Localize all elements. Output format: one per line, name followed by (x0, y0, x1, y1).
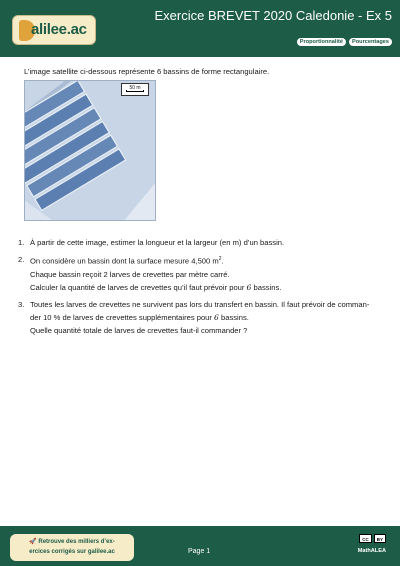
math-number: 6 (246, 282, 252, 292)
text-run: bassins. (251, 282, 282, 292)
text-run: On considère un bassin dont la surface mesure 4,500 m (30, 256, 219, 266)
topic-tags (297, 38, 392, 46)
satellite-drawing (25, 81, 156, 221)
scale-label: 50 m (129, 85, 141, 91)
exercise-title: Exercice BREVET 2020 Caledonie - Ex 5 (154, 8, 392, 23)
brand-label: MathALEA (357, 548, 386, 554)
question-text: Toutes les larves de crevettes ne survivent pas lors du transfert en bassin. Il faut prévoir de comman- (30, 299, 370, 309)
question-number: 3. (18, 299, 25, 309)
question-3 (18, 299, 390, 336)
question-text (30, 312, 390, 323)
tag-pourcentages[interactable]: Pourcentages (349, 38, 392, 46)
promo-line-2: ercices corrigés sur galilee.ac (29, 549, 115, 555)
text-run: . (221, 256, 224, 266)
page-footer (0, 526, 400, 566)
question-text (30, 254, 390, 267)
exercise-intro: L’image satellite ci-dessous représente 6 bassins de forme rectangulaire. (24, 67, 270, 76)
scale-bar (121, 83, 149, 96)
galilee-logo[interactable] (12, 15, 96, 45)
page-number: Page 1 (188, 548, 211, 555)
promo-banner[interactable] (10, 534, 134, 561)
text-run: Calculer la quantité de larves de crevettes qu’il faut prévoir pour (30, 282, 247, 292)
scale-bar-line (126, 90, 144, 92)
text-run: der 10 % de larves de crevettes supplémentaires pour (30, 312, 215, 322)
license-badge[interactable] (359, 534, 386, 543)
question-2 (18, 254, 390, 293)
question-text: Quelle quantité totale de larves de crevettes faut-il commander ? (30, 325, 248, 335)
superscript: 2 (218, 256, 222, 262)
question-1 (18, 237, 390, 248)
promo-line-1: 🚀 Retrouve des milliers d’ex- (29, 539, 115, 545)
question-number: 2. (18, 255, 25, 264)
question-list (18, 237, 390, 342)
cc-icon: CC (359, 534, 372, 543)
satellite-image (24, 80, 156, 221)
question-text: À partir de cette image, estimer la longueur et la largeur (en m) d’un bassin. (30, 238, 285, 247)
tag-proportionnalite[interactable]: Proportionnalité (297, 38, 346, 46)
logo-text: alilee.ac (31, 21, 87, 38)
question-text (30, 282, 390, 293)
math-number: 6 (214, 312, 219, 322)
question-text: Chaque bassin reçoit 2 larves de crevettes par mètre carré. (30, 269, 230, 279)
question-number: 1. (18, 238, 25, 247)
text-run: bassins. (218, 312, 249, 322)
by-icon: BY (374, 534, 386, 543)
page-header (0, 0, 400, 57)
